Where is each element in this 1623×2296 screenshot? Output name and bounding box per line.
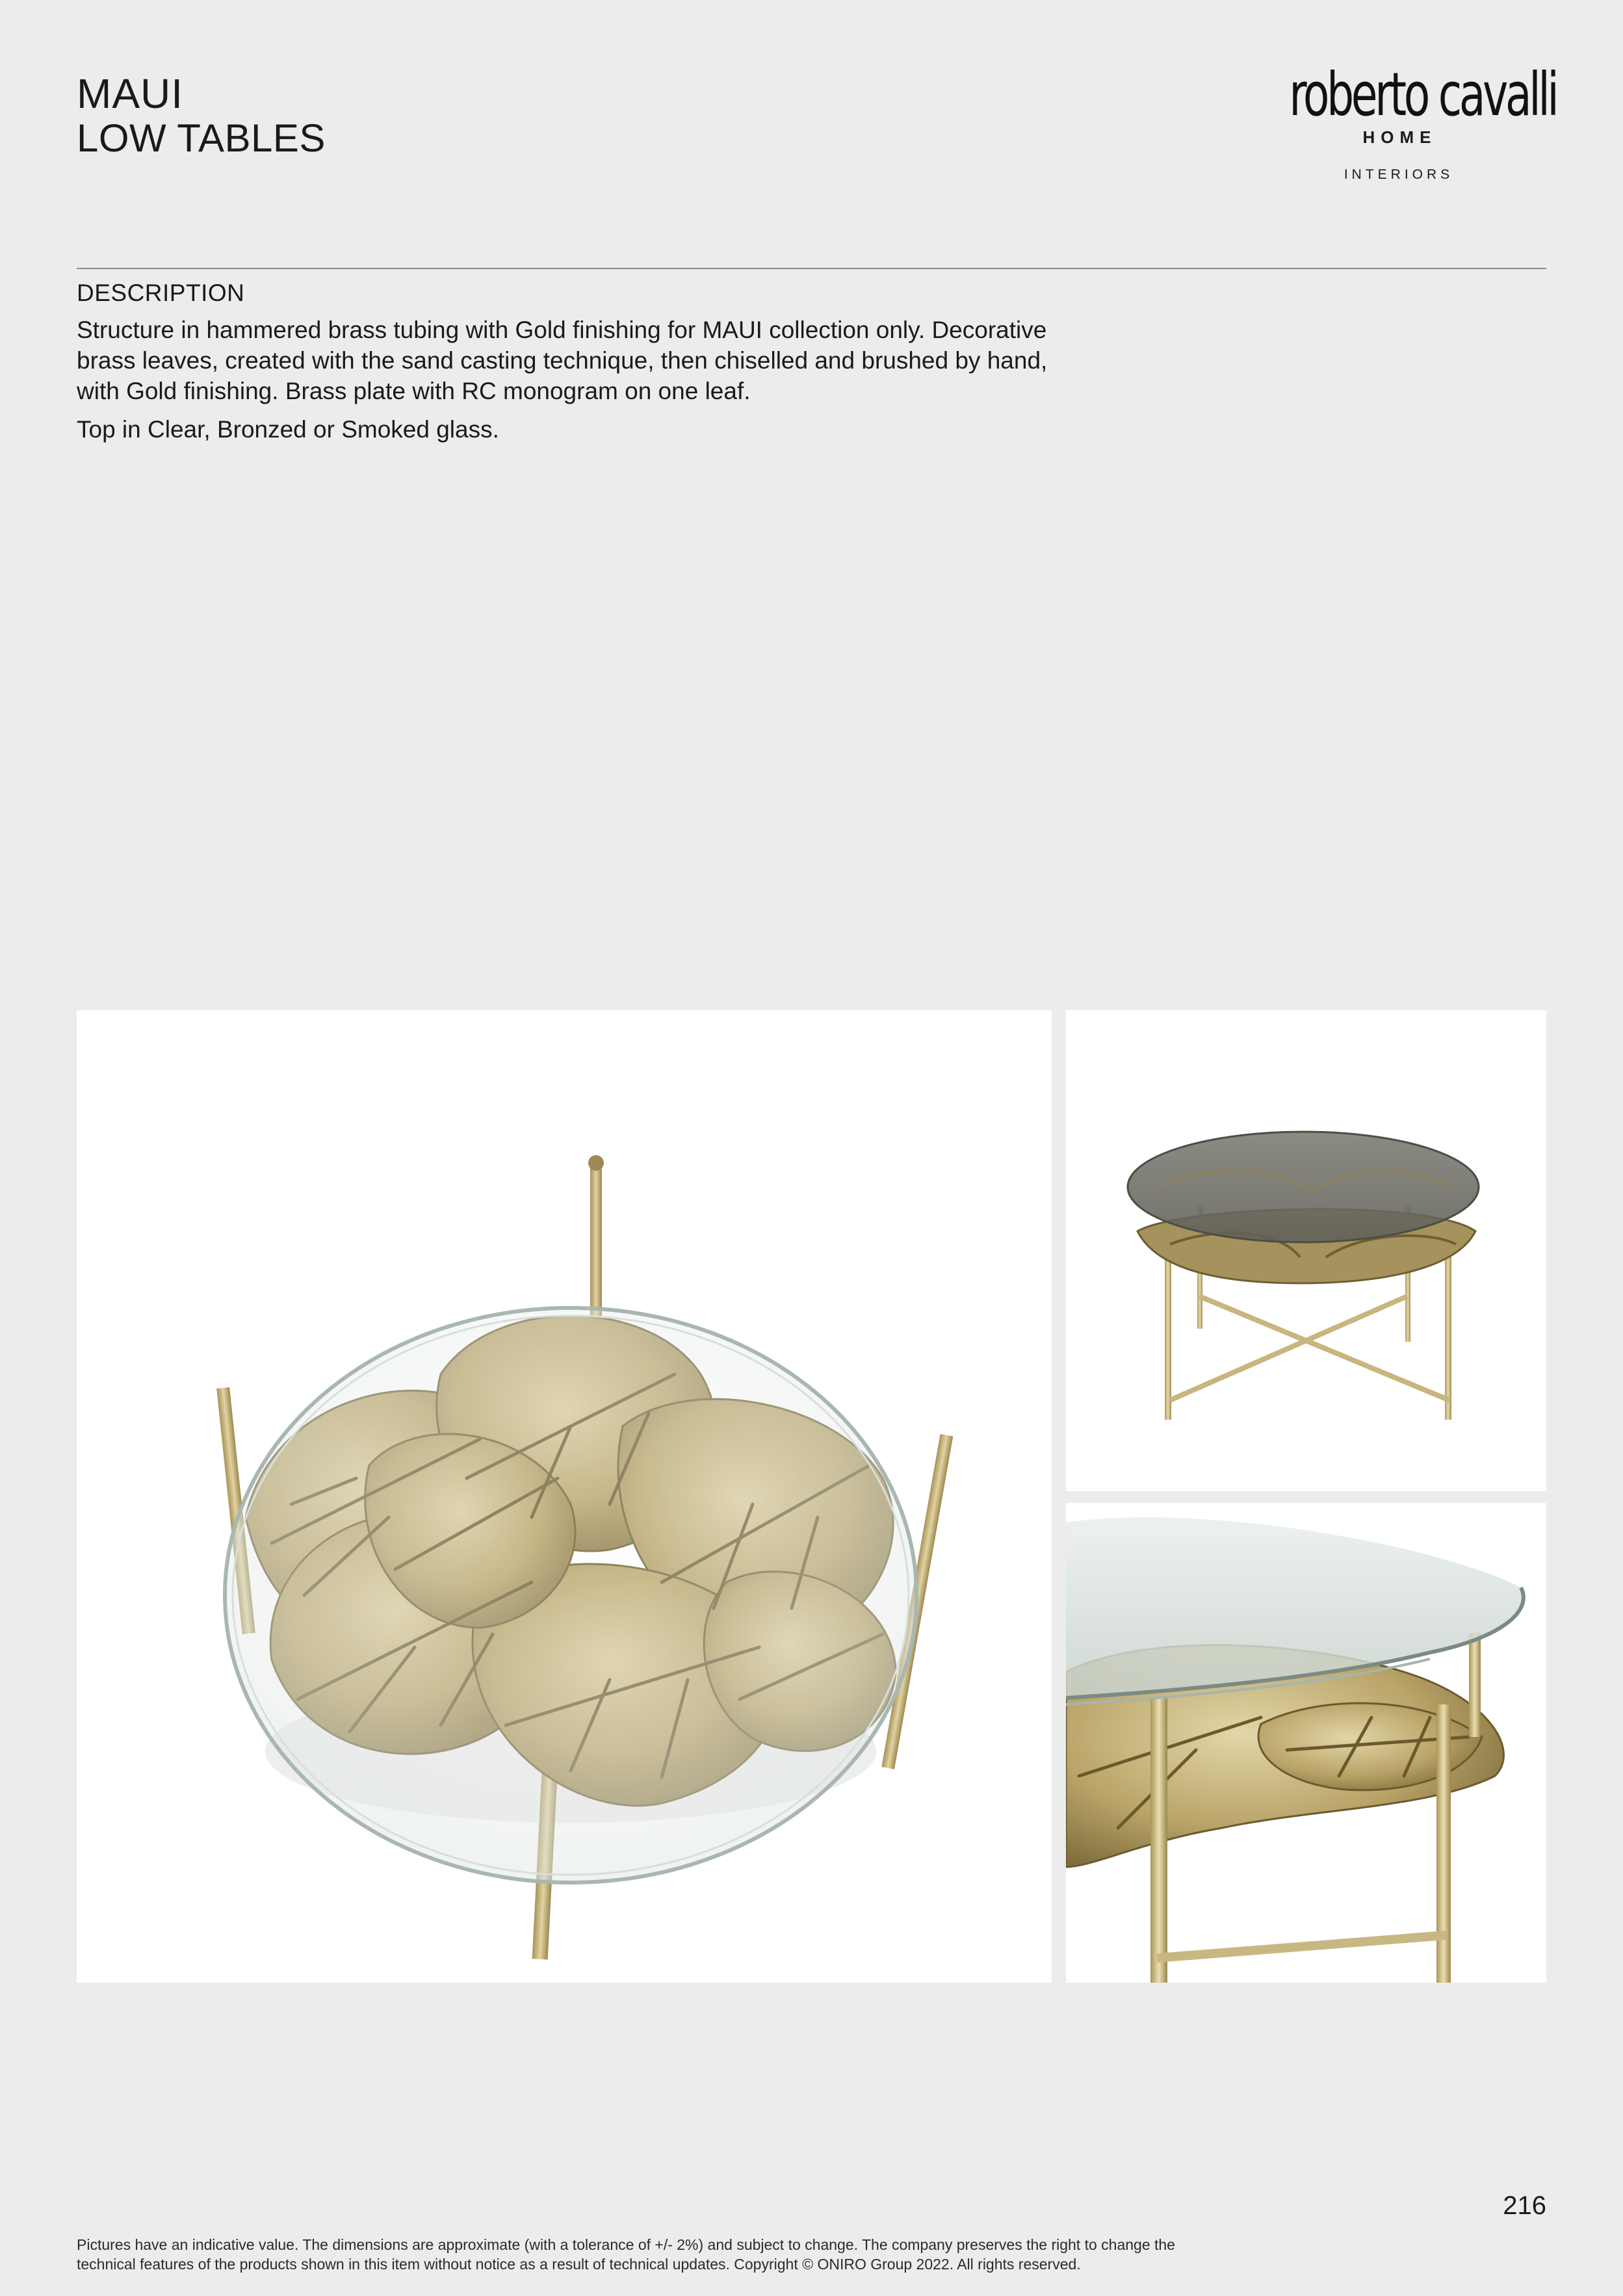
table-top-view-illustration — [77, 1010, 1052, 1983]
side-view-image — [1066, 1010, 1546, 1491]
description-section — [77, 277, 1091, 445]
product-category: LOW TABLES — [77, 116, 326, 160]
footer-disclaimer-line-2: technical features of the products shown in this item without notice as a result of technical updates. Copyright © ONIRO Group 2022. All rights reserved. — [77, 2256, 1081, 2273]
brand-home-label: HOME — [1362, 127, 1437, 147]
product-name: MAUI — [77, 70, 183, 117]
product-title-block — [77, 70, 326, 160]
detail-image — [1066, 1503, 1546, 1983]
table-side-view-illustration — [1066, 1010, 1546, 1491]
brand-interiors-label: INTERIORS — [1344, 167, 1454, 182]
footer-disclaimer-line-1: Pictures have an indicative value. The dimensions are approximate (with a tolerance of +/- 2%) and subject to change. The company preserves the right to change the — [77, 2236, 1175, 2253]
main-product-image — [77, 1010, 1052, 1983]
description-glass-options: Top in Clear, Bronzed or Smoked glass. — [77, 416, 499, 443]
brand-logo-text: roberto cavalli — [1289, 60, 1557, 129]
header-divider — [77, 268, 1546, 269]
table-detail-illustration — [1066, 1503, 1546, 1983]
description-paragraph: Structure in hammered brass tubing with Gold finishing for MAUI collection only. Decorative brass leaves, created with the sand casting technique, then chiselled and brushed by hand, with Gold finishing. Brass plate with RC monogram on one leaf. — [77, 317, 1048, 404]
brand-logo — [1247, 60, 1557, 183]
footer-disclaimer — [77, 2235, 1377, 2274]
page-number: 216 — [1503, 2191, 1546, 2220]
description-heading: DESCRIPTION — [77, 280, 245, 306]
